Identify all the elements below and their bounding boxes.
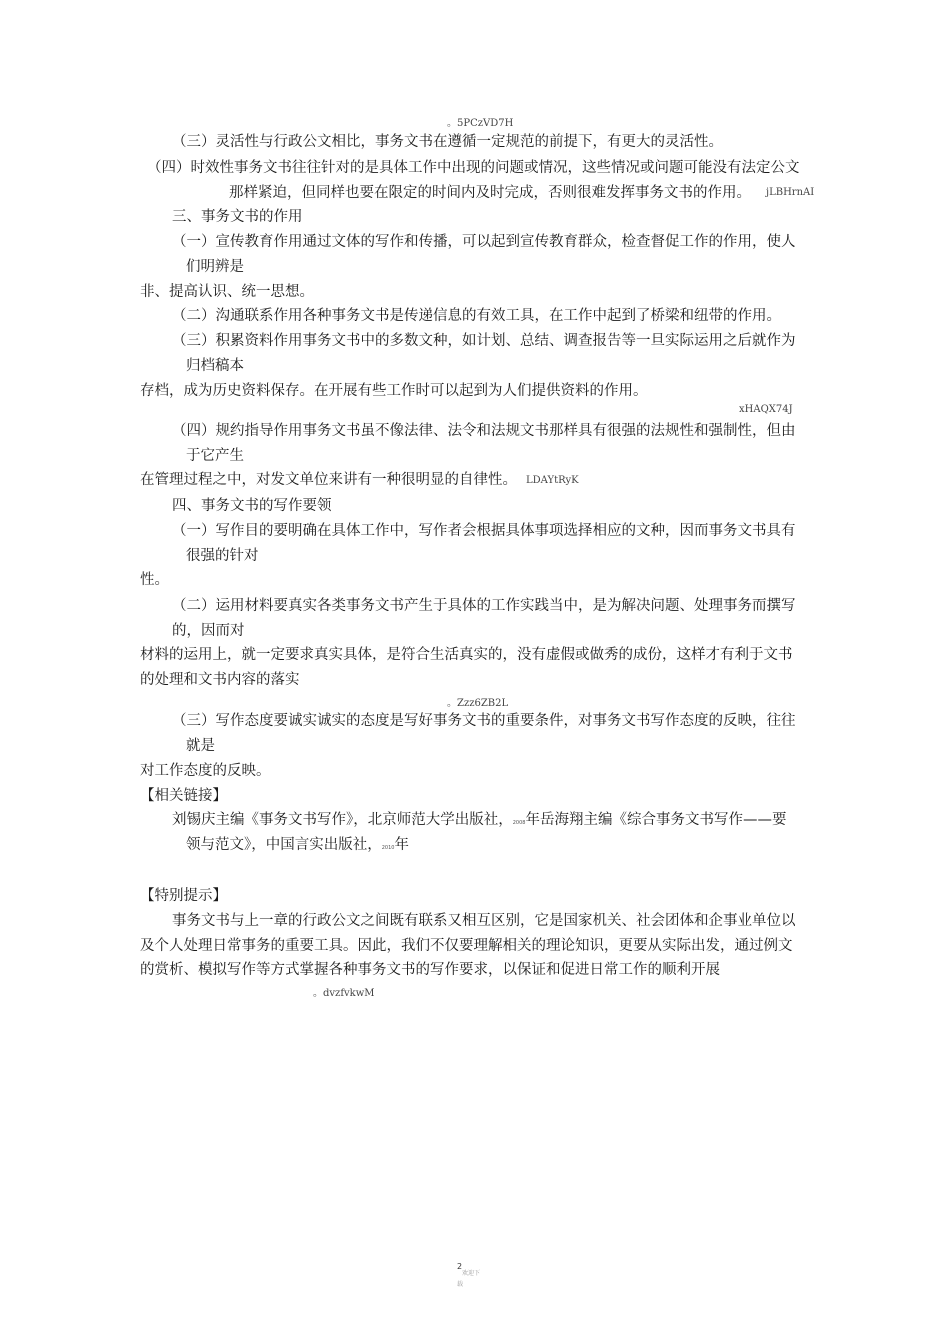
doc-code: LDAYtRyK [526,475,579,486]
paragraph-line: 归档稿本 [186,358,244,374]
year-note: 2008 [512,820,526,826]
paragraph-line: （一）宣传教育作用通过文体的写作和传播，可以起到宣传教育群众，检查督促工作的作用，使人 [172,234,796,250]
paragraph-line: 非、提高认识、统一思想。 [140,284,314,300]
paragraph-line: 在管理过程之中，对发文单位来讲有一种很明显的自律性。 [140,472,517,488]
paragraph-line: 材料的运用上，就一定要求真实具体，是符合生活真实的，没有虚假或做秀的成份，这样才有利于文书 [140,647,793,663]
paragraph-line: 那样紧迫，但同样也要在限定的时间内及时完成，否则很难发挥事务文书的作用。 [229,185,751,201]
doc-code: 。dvzfvkwM [313,988,375,999]
paragraph-line: （四）规约指导作用事务文书虽不像法律、法令和法规文书那样具有很强的法规性和强制性，但由 [172,423,796,439]
paragraph-line: （一）写作目的要明确在具体工作中，写作者会根据具体事项选择相应的文种，因而事务文书具有 [172,523,796,539]
section-heading: 【相关链接】 [140,788,227,804]
paragraph-line: 事务文书与上一章的行政公文之间既有联系又相互区别，它是国家机关、社会团体和企事业单位以 [172,913,796,929]
doc-code: 。5PCzVD7H [447,118,514,129]
paragraph-line: 的赏析、模拟写作等方式掌握各种事务文书的写作要求，以保证和促进日常工作的顺利开展 [140,962,720,978]
paragraph-line: 的，因而对 [172,623,245,639]
paragraph-line: 们明辨是 [186,259,244,275]
section-heading: 四、事务文书的写作要领 [172,498,332,514]
paragraph-line: （三）灵活性与行政公文相比，事务文书在遵循一定规范的前提下，有更大的灵活性。 [172,134,723,150]
footer-watermark: 载 [457,1281,464,1288]
paragraph-line: 很强的针对 [186,548,259,564]
paragraph-line: （二）运用材料要真实各类事务文书产生于具体的工作实践当中，是为解决问题、处理事务而撰写 [172,598,796,614]
paragraph-line: 性。 [140,572,169,588]
doc-code: 。Zzz6ZB2L [447,698,509,709]
page-number: 2 [457,1262,463,1271]
paragraph-line: 存档，成为历史资料保存。在开展有些工作时可以起到为人们提供资料的作用。 [140,383,648,399]
paragraph-line: 于它产生 [186,448,244,464]
paragraph-line: （三）积累资料作用事务文书中的多数文种，如计划、总结、调查报告等一旦实际运用之后就作为 [172,333,796,349]
year-note: 2010 [381,845,395,851]
reference-line: 领与范文》，中国言实出版社，2010年 [186,837,409,853]
paragraph-line: （四）时效性事务文书往往针对的是具体工作中出现的问题或情况，这些情况或问题可能没有法定公文 [147,160,800,176]
reference-line: 刘锡庆主编《事务文书写作》，北京师范大学出版社，2008年岳海翔主编《综合事务文书写作——要 [172,812,787,828]
paragraph-line: 及个人处理日常事务的重要工具。因此，我们不仅要理解相关的理论知识，更要从实际出发，通过例文 [140,938,793,954]
paragraph-line: 就是 [186,738,215,754]
footer-watermark: 欢迎下 [462,1270,481,1277]
doc-code: xHAQX74J [739,404,793,415]
paragraph-line: 对工作态度的反映。 [140,763,271,779]
doc-code: jLBHrnAI [766,187,815,198]
section-heading: 三、事务文书的作用 [172,209,303,225]
paragraph-line: （三）写作态度要诚实诚实的态度是写好事务文书的重要条件，对事务文书写作态度的反映，往往 [172,713,796,729]
section-heading: 【特别提示】 [140,888,227,904]
paragraph-line: （二）沟通联系作用各种事务文书是传递信息的有效工具，在工作中起到了桥梁和纽带的作用。 [172,308,781,324]
paragraph-line: 的处理和文书内容的落实 [140,672,300,688]
